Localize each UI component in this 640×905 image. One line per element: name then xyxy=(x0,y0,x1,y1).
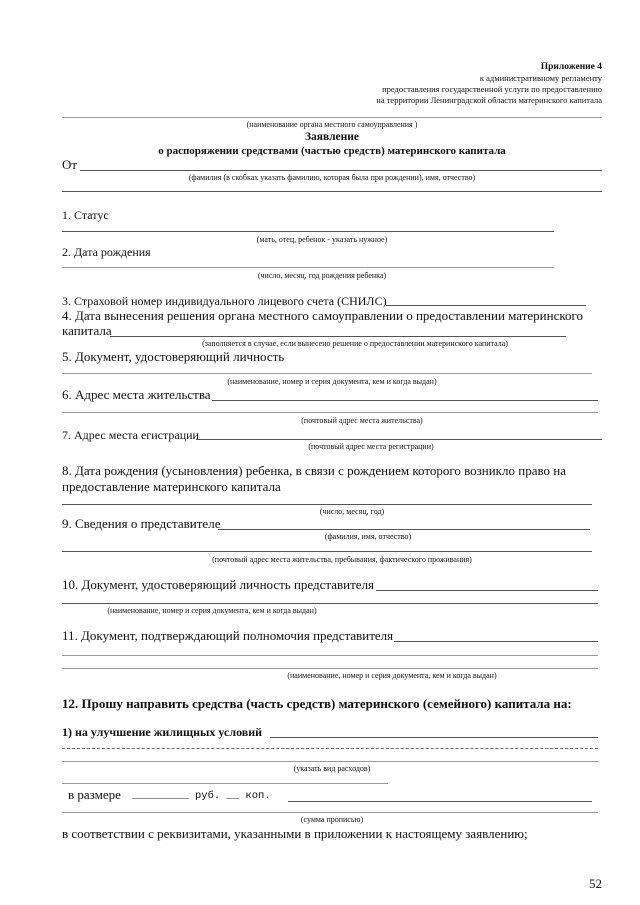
registration-label: 7. Адрес места егистрации xyxy=(62,428,199,442)
registration-caption: (почтовый адрес места регистрации) xyxy=(308,442,434,451)
housing-field-line-2[interactable] xyxy=(62,748,598,749)
expense-field-line[interactable] xyxy=(62,783,388,784)
document-subtitle: о распоряжении средствами (частью средств) материнского капитала xyxy=(158,145,506,157)
amount-field-line-2[interactable] xyxy=(62,812,598,813)
birth-caption: (число, месяц, год рождения ребенка) xyxy=(257,271,387,280)
closing-text: в соответствии с реквизитами, указанными в приложении к настоящему заявлению; xyxy=(62,826,528,841)
representative-doc-field-line-2[interactable] xyxy=(62,603,598,604)
decision-label: 4. Дата вынесения решения органа местного самоуправлении о предоставлении материнского xyxy=(62,308,584,323)
decision-field-line[interactable] xyxy=(110,336,566,337)
authority-doc-field-line-3[interactable] xyxy=(62,668,598,669)
amount-label: в размере xyxy=(68,787,121,802)
expense-caption: (указать вид расходов) xyxy=(293,764,371,773)
from-field-line-2[interactable] xyxy=(62,191,602,192)
housing-field-line-3[interactable] xyxy=(62,761,598,762)
representative-address-line[interactable] xyxy=(62,551,592,552)
from-label: От xyxy=(62,157,78,172)
representative-doc-caption: (наименование, номер и серия документа, кем и когда выдан) xyxy=(107,606,317,615)
snils-label: 3. Страховой номер индивидуального лицевого счета (СНИЛС) xyxy=(62,294,387,308)
from-caption: (фамилия (в скобках указать фамилию, которая была при рождении), имя, отчество) xyxy=(188,173,476,182)
address-caption: (почтовый адрес места жительства) xyxy=(301,416,423,425)
representative-doc-label: 10. Документ, удостоверяющий личность представителя xyxy=(62,577,375,592)
address-label: 6. Адрес места жительства xyxy=(62,387,211,402)
representative-field-line[interactable] xyxy=(218,529,590,530)
child-birth-caption: (число, месяц, год) xyxy=(319,507,385,516)
child-birth-label-2: предоставление материнского капитала xyxy=(62,479,281,494)
document-title: Заявление xyxy=(304,131,359,143)
birth-label: 2. Дата рождения xyxy=(62,245,151,259)
authority-doc-caption: (наименование, номер и серия документа, кем и когда выдан) xyxy=(287,671,497,680)
decision-caption: (заполняется в случае, если вынесено решение о предоставлении материнского капитала) xyxy=(202,339,508,348)
appendix-line-2: предоставления государственной услуги по предоставлению xyxy=(382,84,602,94)
identity-doc-field-line[interactable] xyxy=(62,373,592,374)
status-caption: (мать, отец, ребенок - указать нужное) xyxy=(256,235,388,244)
org-caption: (наименование органа местного самоуправления ) xyxy=(246,120,418,129)
identity-doc-caption: (наименование, номер и серия документа, кем и когда выдан) xyxy=(227,377,437,386)
child-birth-label: 8. Дата рождения (усыновления) ребенка, в связи с рождением которого возникло право на xyxy=(62,463,566,478)
snils-field-line[interactable] xyxy=(386,305,586,306)
registration-field-line[interactable] xyxy=(196,439,602,440)
appendix-title: Приложение 4 xyxy=(540,62,602,72)
child-birth-field-line[interactable] xyxy=(62,504,592,505)
representative-caption: (фамилия, имя, отчество) xyxy=(324,532,412,541)
housing-field-line[interactable] xyxy=(270,737,598,738)
amount-words-line[interactable] xyxy=(288,801,592,802)
request-label: 12. Прошу направить средства (часть средств) материнского (семейного) капитала на: xyxy=(62,696,572,711)
address-field-line[interactable] xyxy=(212,400,598,401)
amount-blank[interactable]: _________ руб. __ коп. xyxy=(132,790,271,802)
representative-address-caption: (почтовый адрес места жительства, пребывания, фактического проживания) xyxy=(212,555,472,564)
status-field-line[interactable] xyxy=(62,231,554,232)
authority-doc-field-line-2[interactable] xyxy=(62,655,598,656)
address-field-line-2[interactable] xyxy=(62,412,598,413)
authority-doc-field-line[interactable] xyxy=(394,641,598,642)
org-field-line[interactable] xyxy=(62,117,602,118)
page-number: 52 xyxy=(589,876,602,891)
appendix-line-1: к административному регламенту xyxy=(479,73,602,83)
housing-label: 1) на улучшение жилищных условий xyxy=(62,725,263,739)
authority-doc-label: 11. Документ, подтверждающий полномочия представителя xyxy=(62,628,394,643)
representative-label: 9. Сведения о представителе xyxy=(62,516,221,531)
decision-label-2: капитала xyxy=(62,323,112,338)
appendix-line-3: на территории Ленинградской области материнского капитала xyxy=(376,95,602,105)
amount-caption: (сумма прописью) xyxy=(300,815,364,824)
from-field-line[interactable] xyxy=(80,170,602,171)
status-label: 1. Статус xyxy=(62,208,109,222)
identity-doc-label: 5. Документ, удостоверяющий личность xyxy=(62,349,285,364)
representative-doc-field-line[interactable] xyxy=(376,590,598,591)
birth-field-line[interactable] xyxy=(62,267,554,268)
